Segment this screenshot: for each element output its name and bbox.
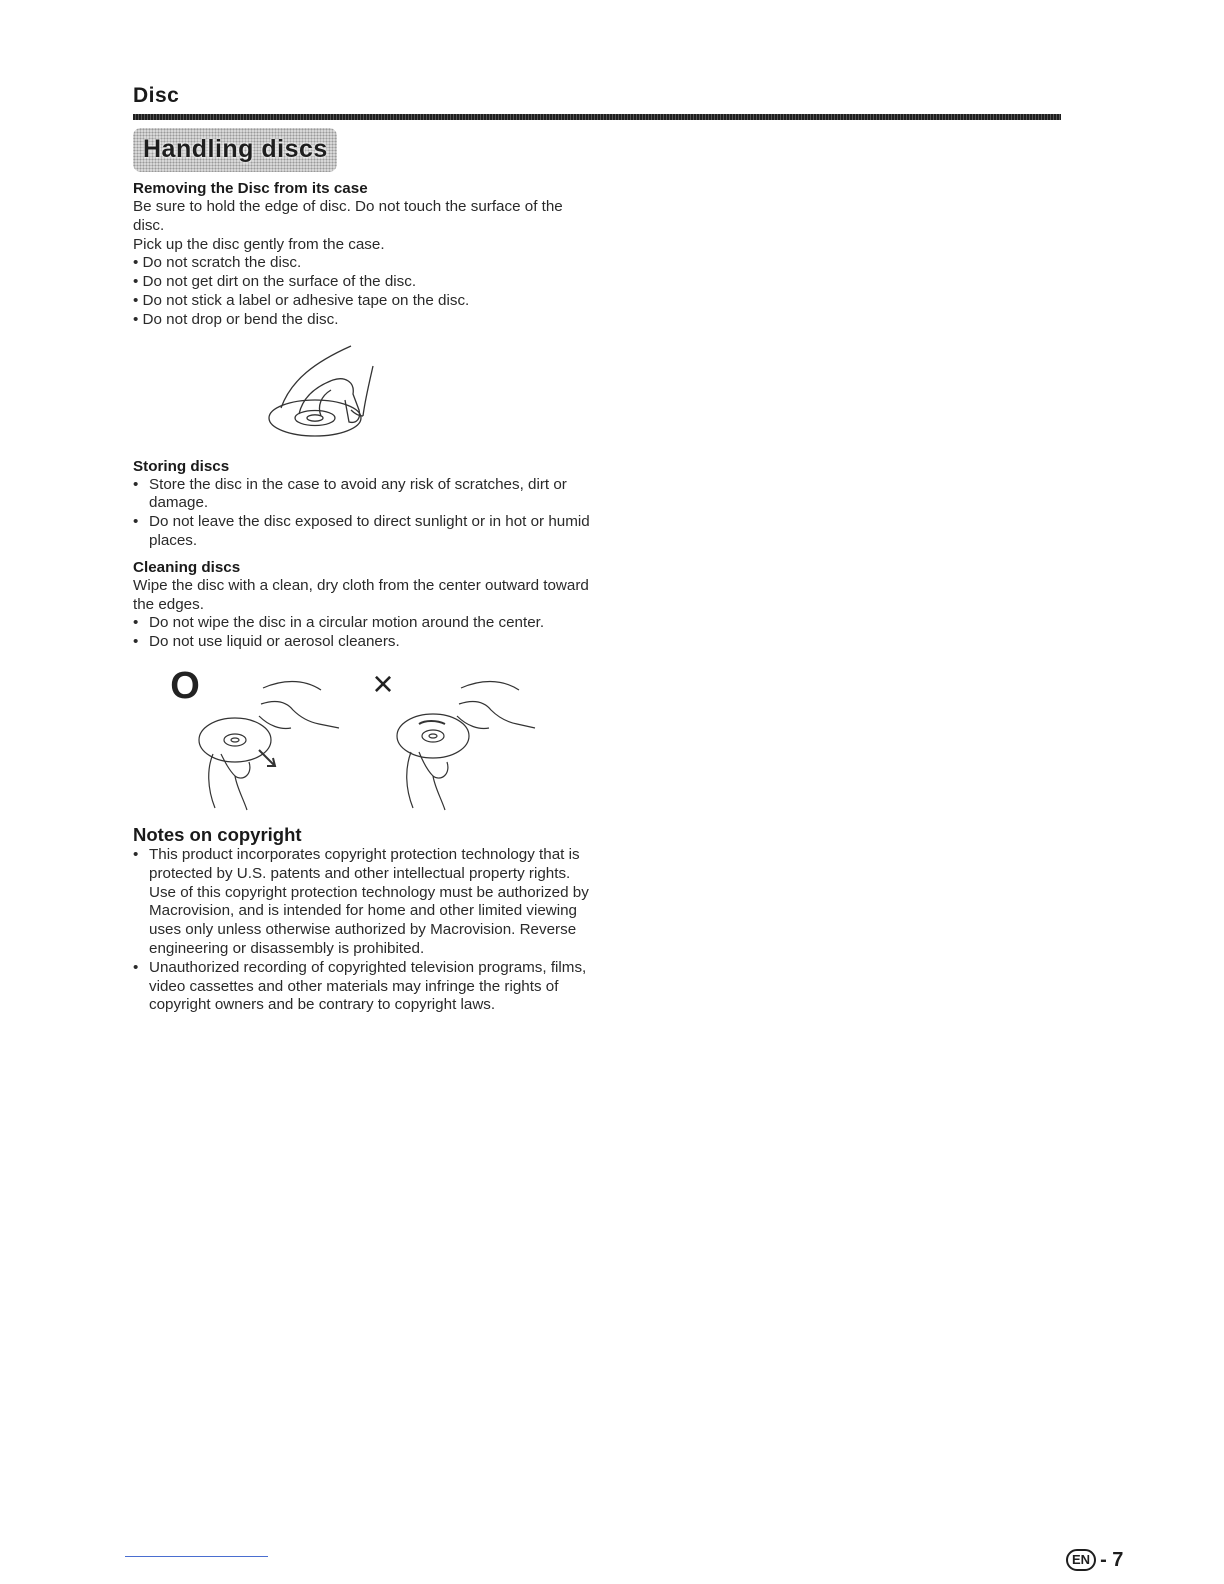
section-badge [133, 128, 337, 172]
correct-wipe-figure [199, 681, 339, 810]
storing-title: Storing discs [133, 457, 230, 475]
wrong-wipe-figure [397, 681, 535, 810]
removing-pick: Pick up the disc gently from the case. [133, 235, 385, 253]
cleaning-intro: Wipe the disc with a clean, dry cloth from the center outward toward the edges. [133, 576, 589, 613]
list-item: • Store the disc in the case to avoid any risk of scratches, dirt or damage. [133, 476, 593, 514]
list-item: • Do not leave the disc exposed to direct sunlight or in hot or humid places. [133, 513, 593, 551]
wrong-mark: × [372, 662, 394, 704]
section-title: Disc [133, 84, 180, 107]
correct-mark: O [170, 664, 200, 707]
disc-holding-illustration [263, 340, 393, 450]
storing-list [133, 476, 593, 551]
removing-intro: Be sure to hold the edge of disc. Do not touch the surface of the disc. [133, 198, 563, 234]
cleaning-list [133, 614, 593, 652]
list-item: • Do not stick a label or adhesive tape on the disc. [133, 291, 470, 309]
list-item: • Unauthorized recording of copyrighted television programs, films, video cassettes and other materials may infringe the rights of copyright owners and be contrary to copyright laws. [133, 959, 593, 1015]
list-item: • Do not use liquid or aerosol cleaners. [133, 633, 593, 652]
removing-title: Removing the Disc from its case [133, 180, 368, 197]
copyright-title: Notes on copyright [133, 823, 302, 845]
cleaning-illustration [163, 658, 543, 818]
list-item: • Do not get dirt on the surface of the disc. [133, 273, 417, 291]
footer-link-line [125, 1556, 268, 1557]
content-column [133, 180, 593, 1015]
copyright-list [133, 846, 593, 1015]
list-item: • Do not wipe the disc in a circular motion around the center. [133, 614, 593, 633]
list-item: • Do not scratch the disc. [133, 254, 302, 272]
list-item: • Do not drop or bend the disc. [133, 310, 339, 328]
header-rule [133, 114, 1061, 120]
list-item: • This product incorporates copyright protection technology that is protected by U.S. patents and other intellectual property rights. Use of this copyright protection technology must be authorized by Macrovision, and is intended for home and other limited viewing uses only unless otherwise authorized by Macrovision. Reverse engineering or disassembly is prohibited. [133, 846, 593, 959]
removing-list [133, 254, 593, 329]
language-badge: EN [1066, 1549, 1096, 1571]
page-number [1066, 1547, 1123, 1573]
badge-title: Handling discs [143, 135, 328, 163]
cleaning-title: Cleaning discs [133, 558, 241, 576]
page-number-text: - 7 [1100, 1548, 1124, 1571]
